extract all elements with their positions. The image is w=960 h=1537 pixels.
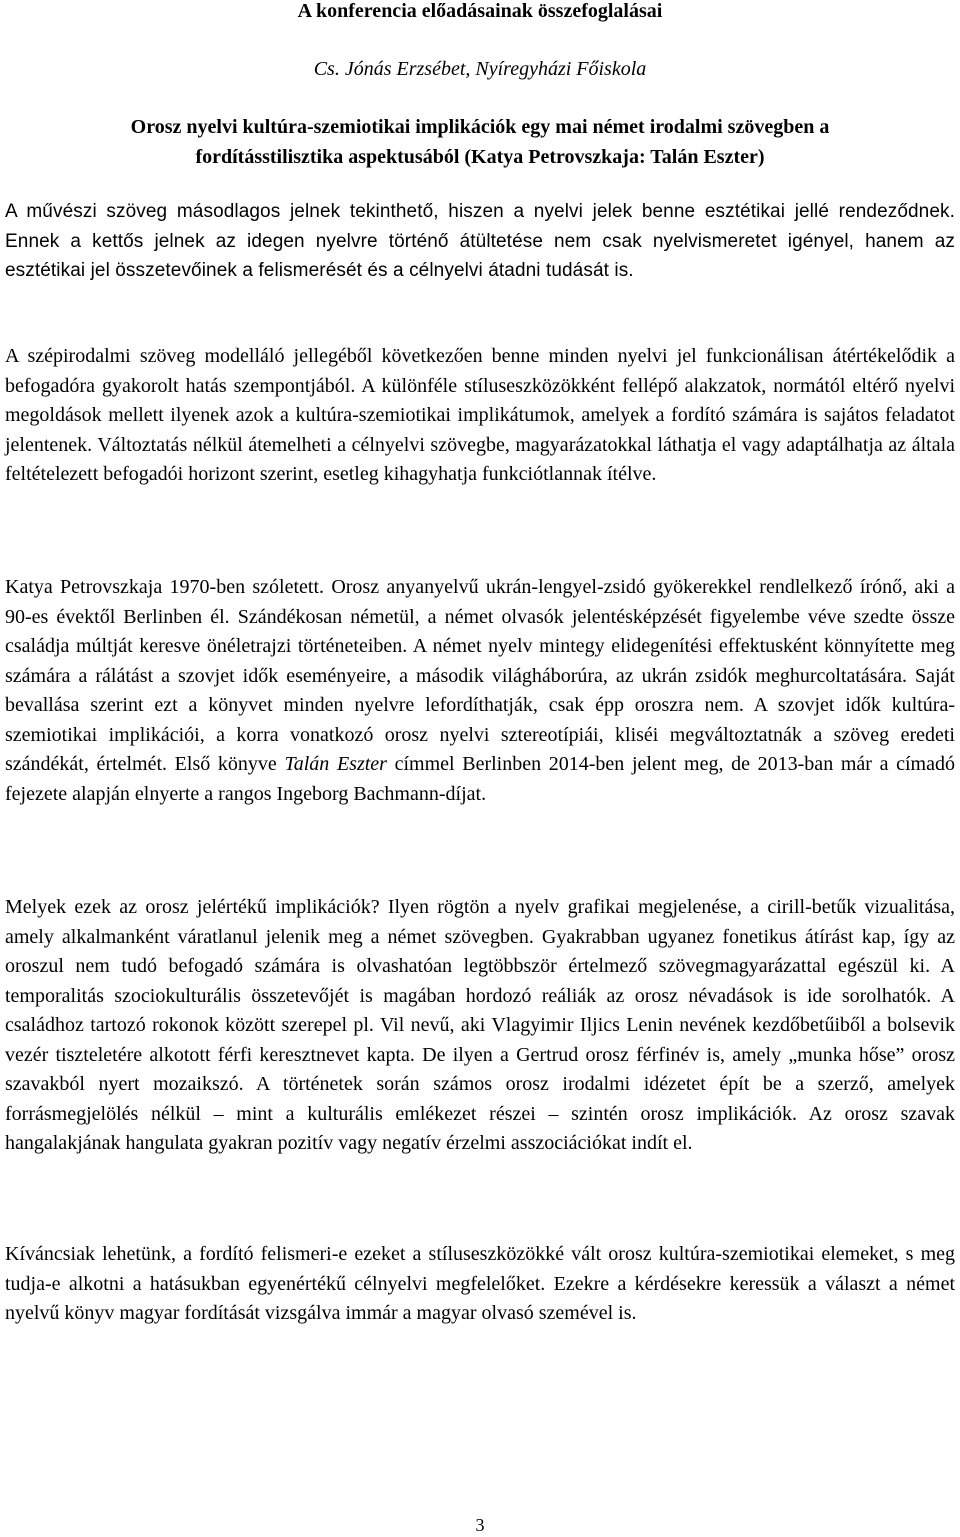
author-line: Cs. Jónás Erzsébet, Nyíregyházi Főiskola (313, 58, 647, 80)
paragraph-author-bio (5, 573, 955, 809)
paragraph-author-bio-text-2: címmel Berlinben 2014-ben jelent meg, de 2013-ban már a címadó fejezete alapján elnyerte a rangos Ingeborg Bachmann-díjat. (5, 753, 955, 805)
paragraph-literary-text: A szépirodalmi szöveg modelláló jellegéből következően benne minden nyelvi jel funkcionálisan átértékelődik a befogadóra gyakorolt hatás szempontjából. A különféle stíluseszközökként fellépő alakzatok, normától eltérő nyelvi megoldások mellett ilyenek azok a kultúra-szemiotikai implikátumok, amelyek a fordító számára is sajátos feladatot jelentenek. Változtatás nélkül átemelheti a célnyelvi szövegbe, magyarázatokkal láthatja el vagy adaptálhatja az általa feltételezett befogadói horizont szerint, esetleg kihagyhatja funkciótlannak ítélve. (5, 345, 955, 485)
paragraph-author-bio-text-1: Katya Petrovszkaja 1970-ben szóletett. Orosz anyanyelvű ukrán-lengyel-zsidó gyökerekkel rendlelkező írónő, aki a 90-es évektől Berlinben él. Szándékosan németül, a német olvasók jelentésképzését figyelembe véve szedte össze családja múltját keresve önéletrajzi történeteiben. A német nyelv mintegy elidegenítési effektusként könnyítette meg számára a rálátást a szovjet idők eseményeire, a második világháborúra, az ukrán zsidók meghurcoltatására. Saját bevallása szerint ezt a könyvet minden nyelvre lefordíthatják, csak épp oroszra nem. A szovjet idők kultúra-szemiotikai implikációi, a korra vonatkozó orosz nyelvi sztereotípiái, kliséi megváltoztatnák a szöveg eredeti szándékát, értelmét. Első könyve (5, 576, 955, 775)
paragraph-intro: A művészi szöveg másodlagos jelnek tekinthető, hiszen a nyelvi jelek benne esztétikai jellé rendeződnek. Ennek a kettős jelnek az idegen nyelvre történő átültetése nem csak nyelvismeretet igényel, hanem az esztétikai jel összetevőinek a felismerését és a célnyelvi átadni tudását is. (5, 201, 955, 281)
abstract-title-line-1: Orosz nyelvi kultúra-szemiotikai implikációk egy mai német irodalmi szövegben a (130, 116, 830, 138)
abstract-title-line-2: fordításstilisztika aspektusából (Katya Petrovszkaja: Talán Eszter) (195, 146, 765, 168)
paragraph-conclusion: Kíváncsiak lehetünk, a fordító felismeri-e ezeket a stíluseszközökké vált orosz kultúra-szemiotikai elemeket, s meg tudja-e alkotni a hatásukban egyenértékű célnyelvi megfelelőket. Ezekre a kérdésekre keressük a választ a német nyelvű könyv magyar fordítását vizsgálva immár a magyar olvasó szemével is. (5, 1243, 955, 1324)
paragraph-implications: Melyek ezek az orosz jelértékű implikációk? Ilyen rögtön a nyelv grafikai megjelenése, a cirill-betűk vizualitása, amely alkalmanként váratlanul jelenik meg a német szövegben. Gyakrabban ugyanez fonetikus átírást kap, így az oroszul nem tudó befogadó számára is olvashatóan legtöbbször értelmező szövegmagyarázattal egészül ki. A temporalitás szociokulturális összetevőjét is magában hordozó reáliák az orosz névadások is ide sorolhatók. A családhoz tartozó rokonok között szerepel pl. Vil nevű, aki Vlagyimir Iljics Lenin nevének kezdőbetűiből a bolsevik vezér tiszteletére alkotott férfi keresztnevet kapta. De ilyen a Gertrud orosz férfinév is, amely „munka hőse” orosz szavakból nyert mozaikszó. A történetek során számos orosz irodalmi idézetet épít be a szerző, amelyek forrásmegjelölés nélkül – mint a kulturális emlékezet részei – szintén orosz implikációk. Az orosz szavak hangalakjának hangulata gyakran pozitív vagy negatív érzelmi asszociációkat indít el. (5, 896, 955, 1154)
page-header-title: A konferencia előadásainak összefoglalásai (297, 0, 663, 22)
abstract-title (5, 112, 955, 172)
book-title-italic: Talán Eszter (284, 753, 387, 775)
page-number: 3 (475, 1515, 485, 1535)
